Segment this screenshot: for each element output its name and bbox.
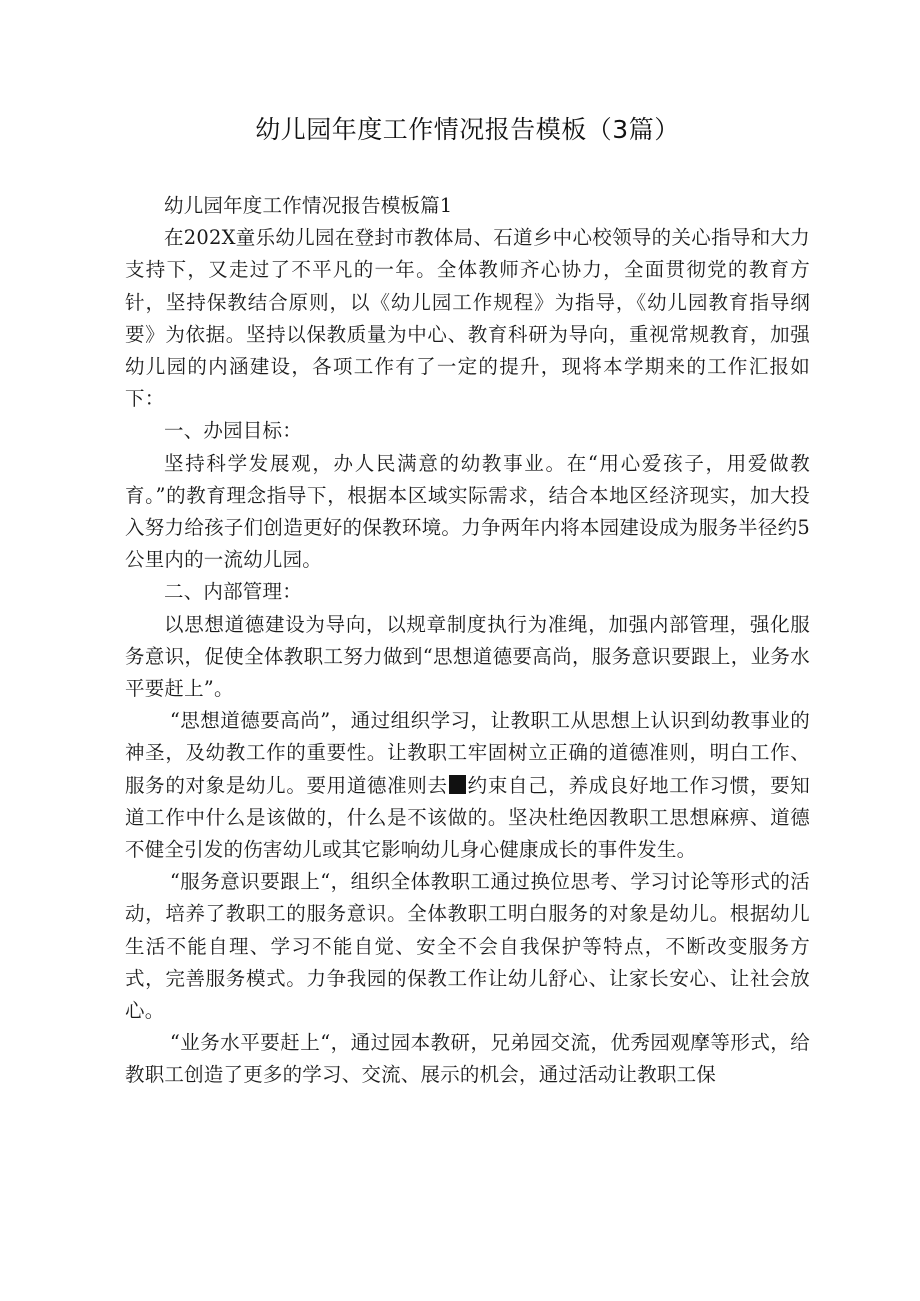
service-paragraph: “服务意识要跟上“，组织全体教职工通过换位思考、学习讨论等形式的活动，培养了教职工的服务意识。全体教职工明白服务的对象是幼儿。根据幼儿生活不能自理、学习不能自觉、安全不会自我保护等特点，不断改变服务方式，完善服务模式。力争我园的保教工作让幼儿舒心、让家长安心、让社会放心。: [125, 870, 810, 1023]
redaction-block: [449, 775, 467, 794]
ethics-text-before: “思想道德要高尚”，通过组织学习，让教职工从思想上认识到幼教事业的神圣，及幼教工作的重要性。让教职工牢固树立正确的道德准则，明白工作、服务的对象是幼儿。要用道德准则去: [125, 709, 810, 797]
section-heading-article-1: 幼儿园年度工作情况报告模板篇1: [164, 194, 453, 217]
section-heading-management: 二、内部管理：: [164, 580, 302, 604]
management-paragraph: 以思想道德建设为导向，以规章制度执行为准绳，加强内部管理，强化服务意识，促使全体教职工努力做到“思想道德要高尚，服务意识要跟上，业务水平要赶上”。: [125, 612, 810, 701]
ethics-text-after: 约束自己，养成良好地工作习惯，要知道工作中什么是该做的，什么是不该做的。坚决杜绝因教职工思想麻痹、道德不健全引发的伤害幼儿或其它影响幼儿身心健康成长的事件发生。: [125, 773, 810, 862]
ethics-paragraph: [125, 705, 810, 866]
section-heading-goals: 一、办园目标：: [164, 419, 302, 443]
intro-paragraph: 在202X童乐幼儿园在登封市教体局、石道乡中心校领导的关心指导和大力支持下，又走过了不平凡的一年。全体教师齐心协力，全面贯彻党的教育方针，坚持保教结合原则，以《幼儿园工作规程》为指导，《幼儿园教育指导纲要》为依据。坚持以保教质量为中心、教育科研为导向，重视常规教育，加强幼儿园的内涵建设，各项工作有了一定的提升，现将本学期来的工作汇报如下：: [125, 226, 810, 411]
goals-paragraph: 坚持科学发展观，办人民满意的幼教事业。在“用心爱孩子，用爱做教育。”的教育理念指导下，根据本区域实际需求，结合本地区经济现实，加大投入努力给孩子们创造更好的保教环境。力争两年内将本园建设成为服务半径约5公里内的一流幼儿园。: [125, 451, 810, 572]
document-title: 幼儿园年度工作情况报告模板（3篇）: [255, 115, 680, 144]
skills-paragraph: “业务水平要赶上“，通过园本教研，兄弟园交流，优秀园观摩等形式，给教职工创造了更多的学习、交流、展示的机会，通过活动让教职工保: [125, 1031, 810, 1087]
